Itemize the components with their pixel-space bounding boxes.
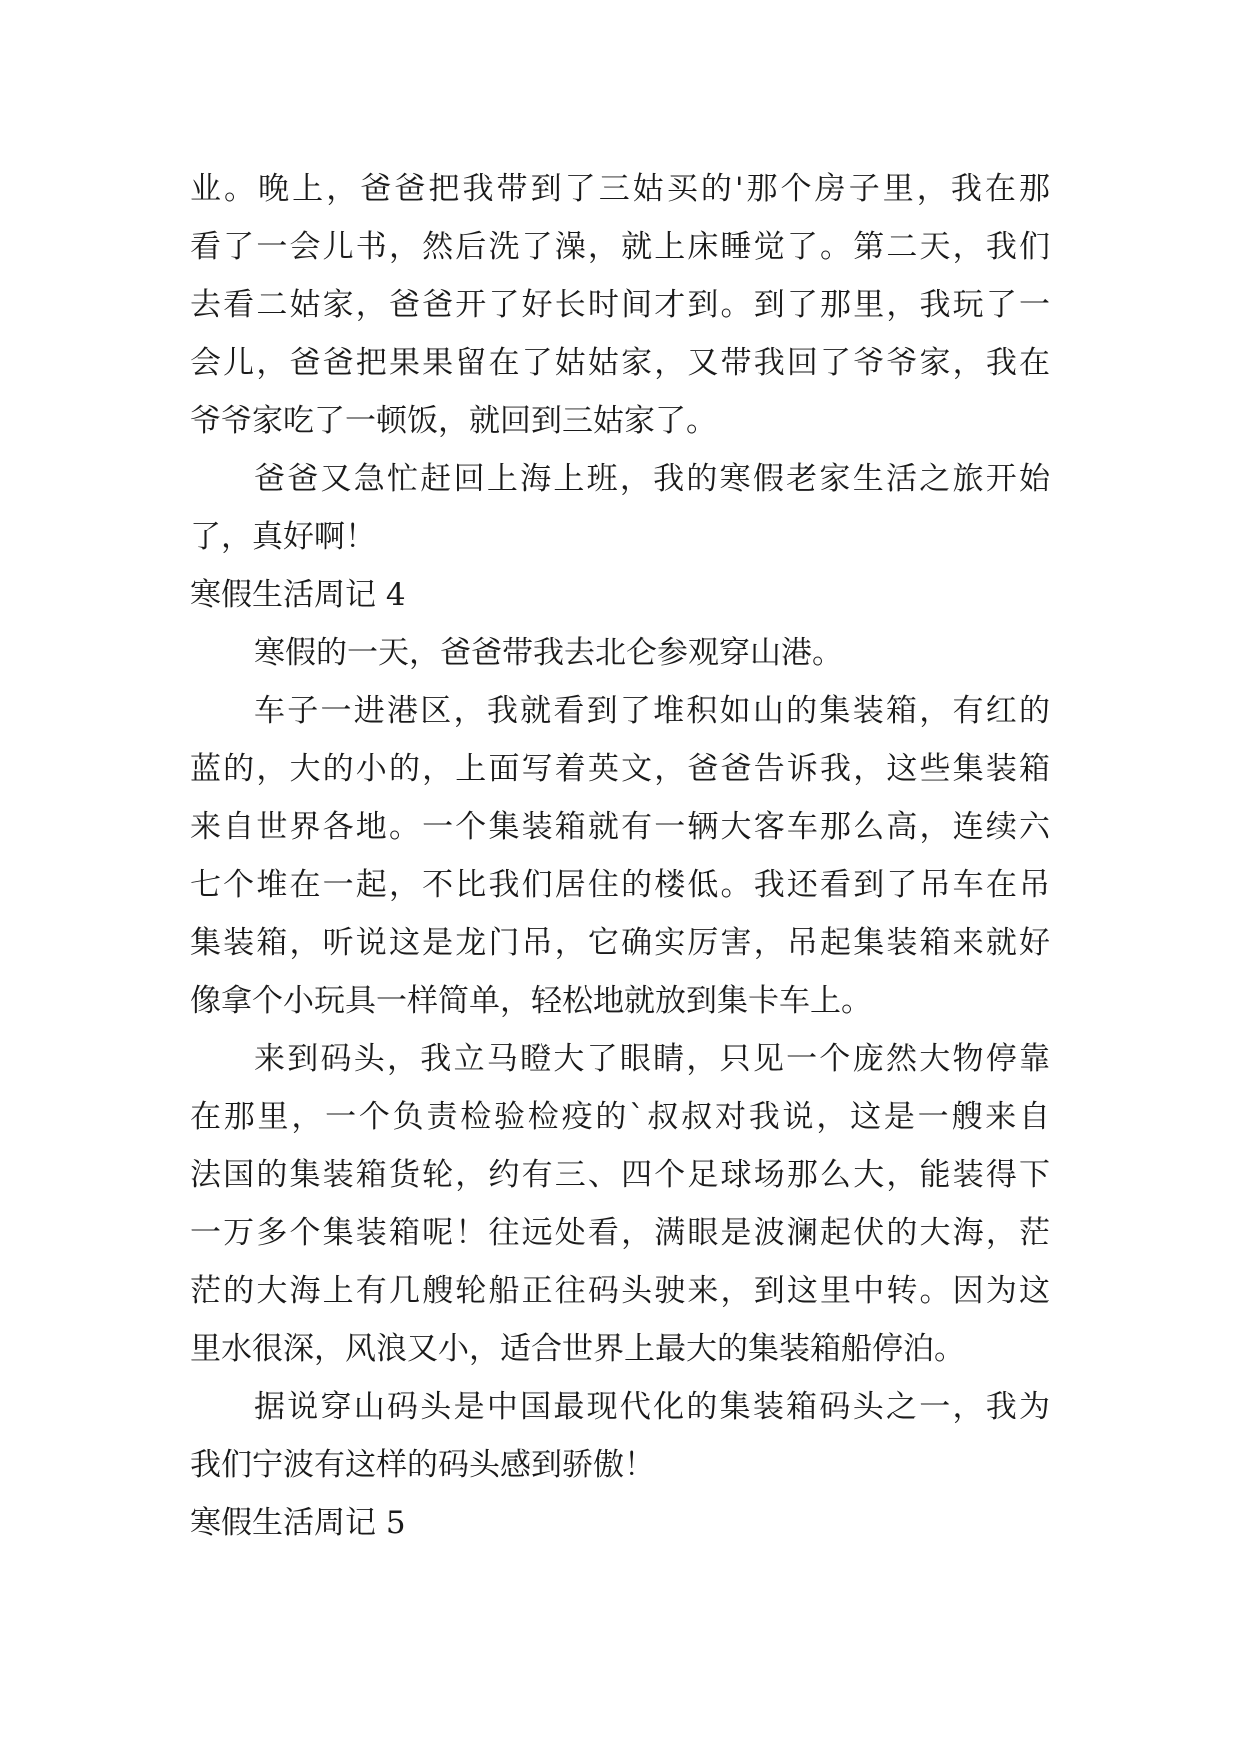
paragraph <box>190 682 1050 1030</box>
text-line: 里水很深，风浪又小，适合世界上最大的集装箱船停泊。 <box>190 1331 965 1367</box>
text-line: 去看二姑家，爸爸开了好长时间才到。到了那里，我玩了一 <box>190 287 1050 323</box>
paragraph <box>190 1030 1050 1378</box>
section-heading: 寒假生活周记 4 <box>190 577 406 613</box>
text-line: 集装箱，听说这是龙门吊，它确实厉害，吊起集装箱来就好 <box>190 925 1050 961</box>
text-line: 一万多个集装箱呢！往远处看，满眼是波澜起伏的大海，茫 <box>190 1215 1050 1251</box>
section-heading: 寒假生活周记 5 <box>190 1505 406 1541</box>
text-line: 像拿个小玩具一样简单，轻松地就放到集卡车上。 <box>190 983 872 1019</box>
text-line: 七个堆在一起，不比我们居住的楼低。我还看到了吊车在吊 <box>190 867 1050 903</box>
text-line: 法国的集装箱货轮，约有三、四个足球场那么大，能装得下 <box>190 1157 1050 1193</box>
document-body <box>190 160 1050 1552</box>
paragraph <box>190 624 1050 682</box>
text-line: 业。晚上，爸爸把我带到了三姑买的'那个房子里，我在那 <box>190 171 1050 207</box>
text-line: 来自世界各地。一个集装箱就有一辆大客车那么高，连续六 <box>190 809 1050 845</box>
text-line: 在那里，一个负责检验检疫的`叔叔对我说，这是一艘来自 <box>190 1099 1050 1135</box>
text-line: 我们宁波有这样的码头感到骄傲！ <box>190 1447 655 1483</box>
text-line: 爷爷家吃了一顿饭，就回到三姑家了。 <box>190 403 717 439</box>
text-line: 寒假的一天，爸爸带我去北仑参观穿山港。 <box>254 635 843 671</box>
text-line: 来到码头，我立马瞪大了眼睛，只见一个庞然大物停靠 <box>254 1041 1050 1077</box>
text-line: 爸爸又急忙赶回上海上班，我的寒假老家生活之旅开始 <box>254 461 1050 497</box>
text-line: 茫的大海上有几艘轮船正往码头驶来，到这里中转。因为这 <box>190 1273 1050 1309</box>
text-line: 据说穿山码头是中国最现代化的集装箱码头之一，我为 <box>254 1389 1050 1425</box>
text-line: 车子一进港区，我就看到了堆积如山的集装箱，有红的 <box>254 693 1050 729</box>
text-line: 会儿，爸爸把果果留在了姑姑家，又带我回了爷爷家，我在 <box>190 345 1050 381</box>
paragraph <box>190 450 1050 566</box>
paragraph <box>190 160 1050 450</box>
text-line: 蓝的，大的小的，上面写着英文，爸爸告诉我，这些集装箱 <box>190 751 1050 787</box>
text-line: 了，真好啊！ <box>190 519 376 555</box>
text-line: 看了一会儿书，然后洗了澡，就上床睡觉了。第二天，我们 <box>190 229 1050 265</box>
paragraph <box>190 1378 1050 1494</box>
